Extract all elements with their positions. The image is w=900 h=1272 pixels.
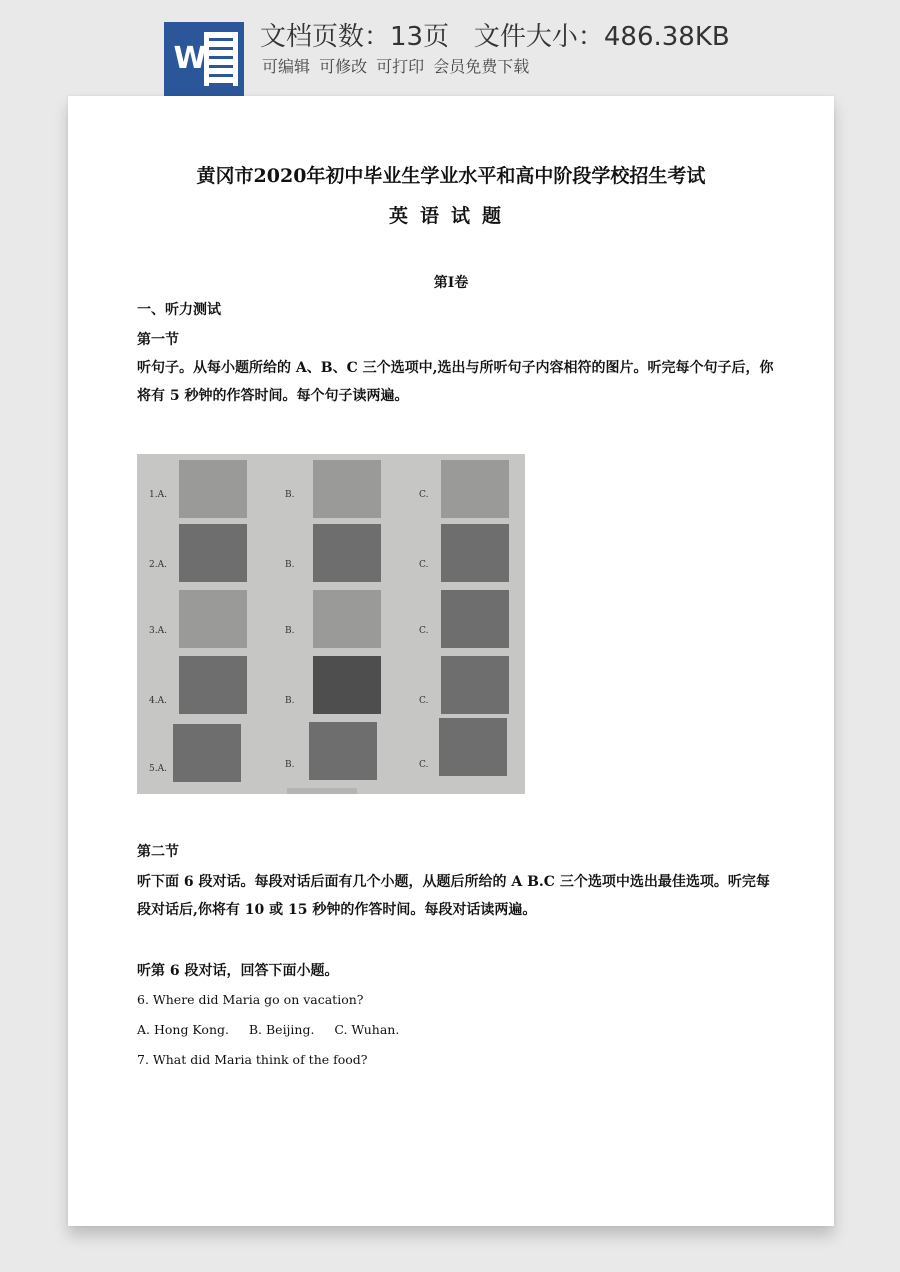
exam-title: 黄冈市2020年初中毕业生学业水平和高中阶段学校招生考试: [196, 165, 706, 187]
photo-caption-strip: [287, 788, 357, 794]
option-label: 4.A.: [149, 696, 167, 706]
download-banner: [0, 0, 900, 96]
word-icon-letter: W: [173, 41, 207, 76]
file-features: 可编辑 可修改 可打印 会员免费下载: [262, 57, 530, 76]
option-label: B.: [285, 626, 295, 636]
rain-picture: [313, 590, 381, 648]
picture-row: [137, 522, 525, 588]
picture-row: [137, 456, 525, 522]
section1-heading: 第一节: [137, 332, 179, 348]
option-label: 5.A.: [149, 764, 167, 774]
part-heading: 一、听力测试: [137, 302, 221, 318]
option-label: 3.A.: [149, 626, 167, 636]
bus-picture: [441, 460, 509, 518]
picture-row: [137, 588, 525, 654]
section2-instructions: 听下面 6 段对话。每段对话后面有几个小题，从题后所给的 A B.C 三个选项中选出最佳选项。听完每段对话后,你将有 10 或 15 秒钟的作答时间。每段对话读两遍。: [137, 874, 770, 918]
section1-instructions: 听句子。从每小题所给的 A、B、C 三个选项中,选出与所听句子内容相符的图片。听完每个句子后，你将有 5 秒钟的作答时间。每个句子读两遍。: [137, 360, 774, 404]
question-6: 6. Where did Maria go on vacation?: [137, 992, 364, 1007]
question-7: 7. What did Maria think of the food?: [137, 1052, 368, 1067]
option-label: B.: [285, 696, 295, 706]
picture-row: [137, 654, 525, 720]
picture-options-photo: [137, 454, 525, 794]
option-label: 1.A.: [149, 490, 167, 500]
room-cleaning-picture: [309, 722, 377, 780]
spring-festival-picture: [441, 656, 509, 714]
swimming-picture: [313, 524, 381, 582]
dragon-boat-picture: [179, 656, 247, 714]
document-page: [68, 96, 834, 1226]
volume-heading: 第I卷: [433, 275, 469, 291]
option-label: C.: [419, 626, 429, 636]
autumn-picture: [441, 590, 509, 648]
option-label: C.: [419, 560, 429, 570]
football-picture: [441, 524, 509, 582]
word-document-icon: [164, 22, 244, 96]
exam-subject: 英语试题: [388, 205, 513, 227]
dialogue-intro: 听第 6 段对话，回答下面小题。: [137, 963, 339, 979]
option-label: 2.A.: [149, 560, 167, 570]
option-label: B.: [285, 490, 295, 500]
bicycle-picture: [179, 460, 247, 518]
option-label: B.: [285, 560, 295, 570]
option-label: B.: [285, 760, 295, 770]
running-picture: [179, 524, 247, 582]
option-label: C.: [419, 490, 429, 500]
section2-heading: 第二节: [137, 844, 179, 860]
car-picture: [313, 460, 381, 518]
picture-row: [137, 720, 525, 786]
snowman-picture: [179, 590, 247, 648]
option-label: C.: [419, 760, 429, 770]
question-6-options: A. Hong Kong. B. Beijing. C. Wuhan.: [137, 1022, 400, 1037]
people-talking-picture: [173, 724, 241, 782]
family-dinner-picture: [313, 656, 381, 714]
volunteers-picture: [439, 718, 507, 776]
option-label: C.: [419, 696, 429, 706]
file-info: 文档页数：13页 文件大小：486.38KB: [260, 22, 730, 52]
